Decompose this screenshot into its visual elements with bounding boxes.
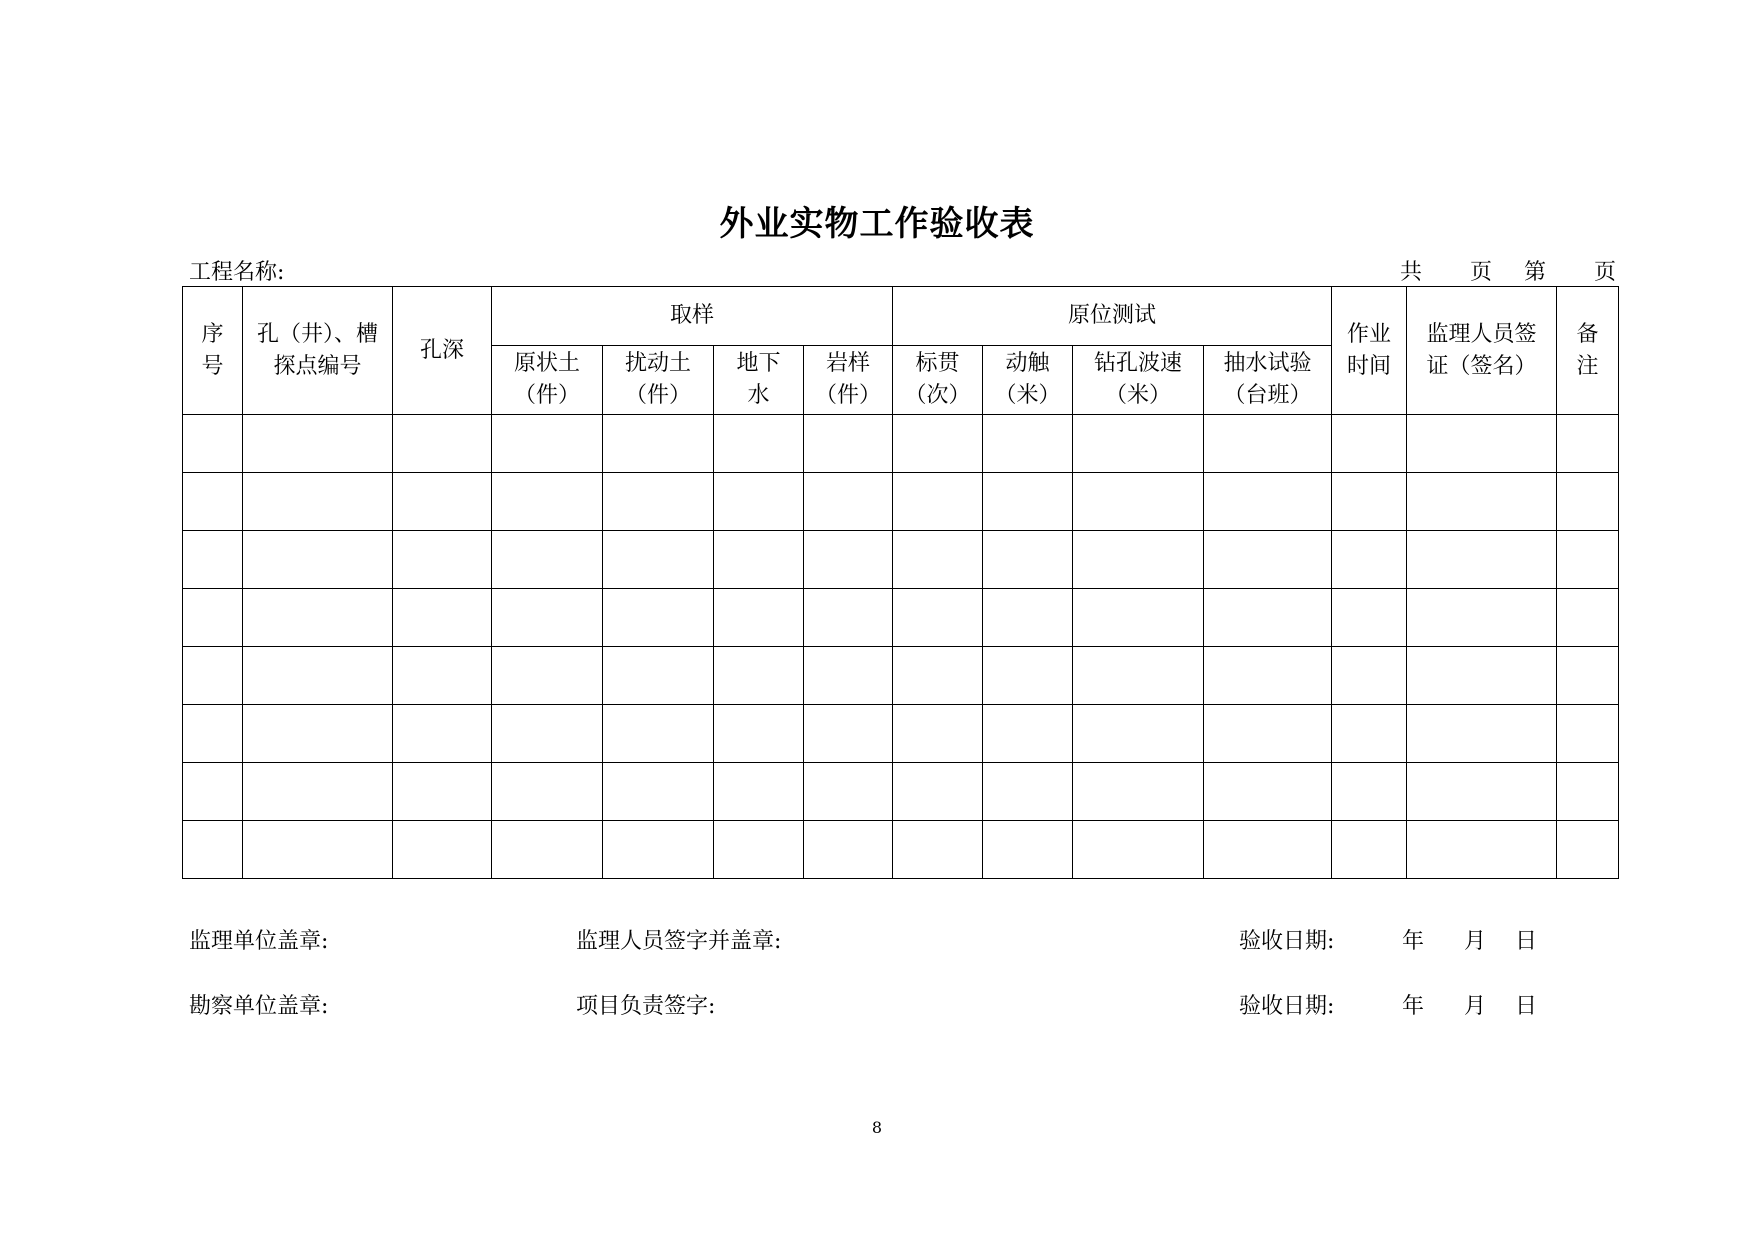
table-cell[interactable] bbox=[243, 647, 393, 705]
table-cell[interactable] bbox=[603, 647, 714, 705]
table-cell[interactable] bbox=[1557, 589, 1619, 647]
table-cell[interactable] bbox=[603, 705, 714, 763]
table-cell[interactable] bbox=[492, 705, 603, 763]
table-cell[interactable] bbox=[1407, 647, 1557, 705]
table-cell[interactable] bbox=[804, 763, 893, 821]
project-lead-sign-label: 项目负责签字: bbox=[576, 994, 716, 1019]
table-cell[interactable] bbox=[393, 647, 492, 705]
table-cell[interactable] bbox=[983, 763, 1073, 821]
table-cell[interactable] bbox=[603, 763, 714, 821]
table-cell[interactable] bbox=[804, 821, 893, 879]
table-cell[interactable] bbox=[603, 531, 714, 589]
table-row bbox=[183, 531, 1619, 589]
table-cell[interactable] bbox=[183, 473, 243, 531]
table-body bbox=[183, 415, 1619, 879]
acceptance-date-label: 验收日期: bbox=[1239, 929, 1335, 954]
table-cell[interactable] bbox=[492, 589, 603, 647]
table-cell[interactable] bbox=[893, 705, 983, 763]
table-cell[interactable] bbox=[1407, 763, 1557, 821]
table-cell[interactable] bbox=[1073, 415, 1204, 473]
page-total-unit: 页 bbox=[1469, 260, 1492, 285]
table-cell[interactable] bbox=[183, 821, 243, 879]
table-cell[interactable] bbox=[183, 705, 243, 763]
table-cell[interactable] bbox=[983, 473, 1073, 531]
table-cell[interactable] bbox=[714, 531, 804, 589]
table-cell[interactable] bbox=[1332, 415, 1407, 473]
header-rock-sample: 岩样 （件） bbox=[804, 346, 893, 415]
table-cell[interactable] bbox=[603, 473, 714, 531]
table-cell[interactable] bbox=[243, 705, 393, 763]
table-cell[interactable] bbox=[983, 589, 1073, 647]
table-cell[interactable] bbox=[1557, 473, 1619, 531]
table-cell[interactable] bbox=[1557, 531, 1619, 589]
table-cell[interactable] bbox=[183, 415, 243, 473]
table-cell[interactable] bbox=[243, 763, 393, 821]
table-cell[interactable] bbox=[603, 589, 714, 647]
page-number: 8 bbox=[871, 1118, 883, 1137]
table-cell[interactable] bbox=[183, 589, 243, 647]
page-nth-unit: 页 bbox=[1593, 260, 1616, 285]
table-cell[interactable] bbox=[1557, 647, 1619, 705]
table-cell[interactable] bbox=[1407, 821, 1557, 879]
project-name-label: 工程名称: bbox=[189, 260, 285, 285]
table-cell[interactable] bbox=[804, 705, 893, 763]
table-cell[interactable] bbox=[393, 415, 492, 473]
date-month-label: 月 bbox=[1464, 994, 1487, 1019]
header-insitu-test: 原位测试 bbox=[893, 287, 1332, 346]
table-cell[interactable] bbox=[492, 531, 603, 589]
table-cell[interactable] bbox=[183, 531, 243, 589]
table-cell[interactable] bbox=[893, 473, 983, 531]
date-year-label: 年 bbox=[1402, 994, 1425, 1019]
table-cell[interactable] bbox=[1332, 473, 1407, 531]
acceptance-date-label: 验收日期: bbox=[1239, 994, 1335, 1019]
survey-seal-label: 勘察单位盖章: bbox=[189, 994, 329, 1019]
table-cell[interactable] bbox=[393, 705, 492, 763]
table-cell[interactable] bbox=[393, 821, 492, 879]
table-cell[interactable] bbox=[603, 415, 714, 473]
date-year-label: 年 bbox=[1402, 929, 1425, 954]
table-cell[interactable] bbox=[893, 589, 983, 647]
table-cell[interactable] bbox=[1332, 763, 1407, 821]
table-cell[interactable] bbox=[714, 821, 804, 879]
table-cell[interactable] bbox=[1557, 763, 1619, 821]
table-cell[interactable] bbox=[1073, 589, 1204, 647]
table-cell[interactable] bbox=[243, 821, 393, 879]
table-cell[interactable] bbox=[1557, 705, 1619, 763]
table-cell[interactable] bbox=[1073, 821, 1204, 879]
table-cell[interactable] bbox=[1204, 531, 1332, 589]
table-cell[interactable] bbox=[1073, 531, 1204, 589]
page-nth-label: 第 bbox=[1523, 260, 1546, 285]
header-wave-velocity: 钻孔波速 （米） bbox=[1073, 346, 1204, 415]
page-total-label: 共 bbox=[1399, 260, 1422, 285]
table-cell[interactable] bbox=[983, 821, 1073, 879]
table-cell[interactable] bbox=[714, 705, 804, 763]
table-cell[interactable] bbox=[893, 647, 983, 705]
table-cell[interactable] bbox=[1407, 531, 1557, 589]
header-work-time: 作业 时间 bbox=[1332, 287, 1407, 415]
table-cell[interactable] bbox=[1557, 415, 1619, 473]
supervisor-sign-seal-label: 监理人员签字并盖章: bbox=[576, 929, 782, 954]
header-remarks: 备 注 bbox=[1557, 287, 1619, 415]
table-cell[interactable] bbox=[1204, 415, 1332, 473]
table-cell[interactable] bbox=[393, 763, 492, 821]
table-cell[interactable] bbox=[804, 589, 893, 647]
table-cell[interactable] bbox=[893, 531, 983, 589]
table-cell[interactable] bbox=[1332, 531, 1407, 589]
table-row bbox=[183, 763, 1619, 821]
table-cell[interactable] bbox=[1204, 821, 1332, 879]
table-cell[interactable] bbox=[1332, 705, 1407, 763]
table-cell[interactable] bbox=[714, 763, 804, 821]
table-row bbox=[183, 705, 1619, 763]
form-title: 外业实物工作验收表 bbox=[719, 204, 1035, 244]
header-seq: 序 号 bbox=[183, 287, 243, 415]
header-hole-id: 孔（井）、槽 探点编号 bbox=[243, 287, 393, 415]
table-cell[interactable] bbox=[1204, 589, 1332, 647]
table-cell[interactable] bbox=[804, 415, 893, 473]
date-month-label: 月 bbox=[1464, 929, 1487, 954]
table-cell[interactable] bbox=[804, 531, 893, 589]
header-depth: 孔深 bbox=[393, 287, 492, 415]
table-row bbox=[183, 589, 1619, 647]
table-row bbox=[183, 647, 1619, 705]
table-cell[interactable] bbox=[804, 473, 893, 531]
header-disturbed-soil: 扰动土 （件） bbox=[603, 346, 714, 415]
table-cell[interactable] bbox=[183, 647, 243, 705]
table-cell[interactable] bbox=[1407, 705, 1557, 763]
header-pumping-test: 抽水试验 （台班） bbox=[1204, 346, 1332, 415]
table-cell[interactable] bbox=[1332, 647, 1407, 705]
header-spt: 标贯 （次） bbox=[893, 346, 983, 415]
table-cell[interactable] bbox=[1332, 589, 1407, 647]
table-cell[interactable] bbox=[1073, 705, 1204, 763]
acceptance-table bbox=[182, 286, 1619, 879]
table-cell[interactable] bbox=[1073, 473, 1204, 531]
table-cell[interactable] bbox=[183, 763, 243, 821]
header-dynamic-probe: 动触 （米） bbox=[983, 346, 1073, 415]
table-cell[interactable] bbox=[714, 473, 804, 531]
date-day-label: 日 bbox=[1515, 929, 1538, 954]
table-row bbox=[183, 821, 1619, 879]
table-cell[interactable] bbox=[1407, 473, 1557, 531]
table-cell[interactable] bbox=[492, 415, 603, 473]
table-cell[interactable] bbox=[1073, 647, 1204, 705]
table-cell[interactable] bbox=[714, 415, 804, 473]
table-row bbox=[183, 473, 1619, 531]
table-cell[interactable] bbox=[603, 821, 714, 879]
table-cell[interactable] bbox=[243, 531, 393, 589]
header-supervisor-sign: 监理人员签 证（签名） bbox=[1407, 287, 1557, 415]
table-row bbox=[183, 415, 1619, 473]
table-cell[interactable] bbox=[492, 763, 603, 821]
table-cell[interactable] bbox=[983, 415, 1073, 473]
table-cell[interactable] bbox=[243, 473, 393, 531]
table-cell[interactable] bbox=[1204, 647, 1332, 705]
supervision-seal-label: 监理单位盖章: bbox=[189, 929, 329, 954]
table-cell[interactable] bbox=[243, 415, 393, 473]
table-cell[interactable] bbox=[1073, 763, 1204, 821]
table-cell[interactable] bbox=[393, 473, 492, 531]
table-cell[interactable] bbox=[893, 763, 983, 821]
table-cell[interactable] bbox=[893, 821, 983, 879]
table-cell[interactable] bbox=[983, 647, 1073, 705]
date-day-label: 日 bbox=[1515, 994, 1538, 1019]
table-cell[interactable] bbox=[492, 821, 603, 879]
table-cell[interactable] bbox=[1204, 473, 1332, 531]
table-cell[interactable] bbox=[893, 415, 983, 473]
table-cell[interactable] bbox=[1204, 705, 1332, 763]
header-groundwater: 地下 水 bbox=[714, 346, 804, 415]
table-cell[interactable] bbox=[1204, 763, 1332, 821]
table-cell[interactable] bbox=[983, 531, 1073, 589]
table-cell[interactable] bbox=[804, 647, 893, 705]
table-cell[interactable] bbox=[1332, 821, 1407, 879]
table-cell[interactable] bbox=[714, 589, 804, 647]
table-cell[interactable] bbox=[243, 589, 393, 647]
table-cell[interactable] bbox=[983, 705, 1073, 763]
header-sampling: 取样 bbox=[492, 287, 893, 346]
table-cell[interactable] bbox=[492, 647, 603, 705]
page-info bbox=[1400, 255, 1616, 286]
table-cell[interactable] bbox=[492, 473, 603, 531]
table-cell[interactable] bbox=[393, 589, 492, 647]
table-cell[interactable] bbox=[714, 647, 804, 705]
table-cell[interactable] bbox=[1557, 821, 1619, 879]
table-cell[interactable] bbox=[393, 531, 492, 589]
header-undisturbed-soil: 原状土 （件） bbox=[492, 346, 603, 415]
table-cell[interactable] bbox=[1407, 415, 1557, 473]
table-cell[interactable] bbox=[1407, 589, 1557, 647]
